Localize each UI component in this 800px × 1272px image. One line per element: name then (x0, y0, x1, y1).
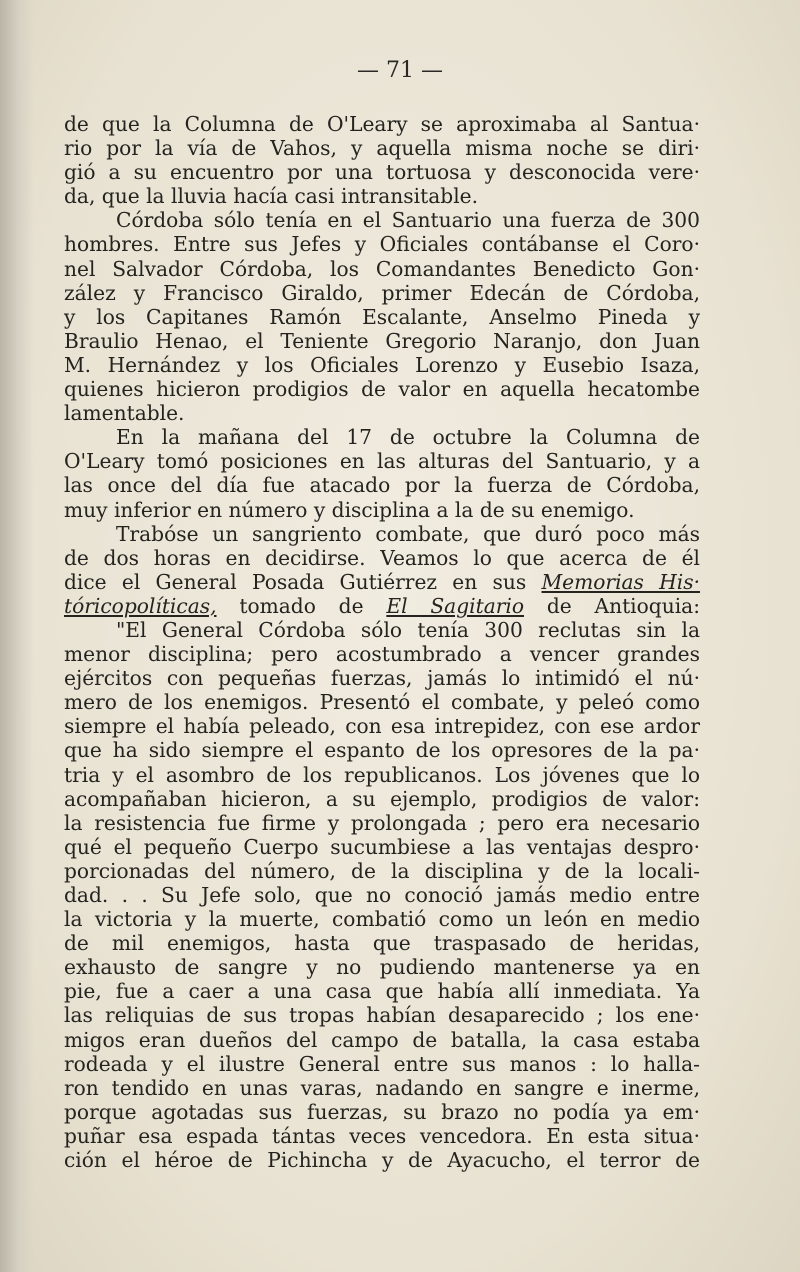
text-line: rio por la vía de Vahos, y aquella misma noche se diri· (64, 136, 700, 161)
body-text (64, 112, 700, 1172)
text-line: En la mañana del 17 de octubre la Columna de (116, 425, 700, 450)
binding-shadow (0, 0, 34, 1272)
book-title: tóricopolíticas, (64, 593, 217, 618)
text-line: la victoria y la muerte, combatió como un león en medio (64, 907, 700, 932)
text-line: de dos horas en decidirse. Veamos lo que acerca de él (64, 545, 700, 570)
text-line: muy inferior en número y disciplina a la de su enemigo. (64, 497, 635, 522)
text-line: Trabóse un sangriento combate, que duró poco más (116, 521, 700, 546)
text-line: exhausto de sangre y no pudiendo mantenerse ya en (64, 955, 700, 980)
text-line: zález y Francisco Giraldo, primer Edecán de Córdoba, (64, 280, 700, 305)
text-line: lamentable. (64, 401, 185, 426)
newspaper-title: El Sagitario (386, 593, 524, 618)
page-number: — 71 — (357, 58, 443, 83)
text-segment: de Antioquia: (546, 593, 701, 618)
text-line: tria y el asombro de los republicanos. Los jóvenes que lo (64, 762, 700, 787)
text-line: da, que la lluvia hacía casi intransitable. (64, 184, 479, 209)
text-line: ejércitos con pequeñas fuerzas, jamás lo intimidó el nú· (64, 666, 700, 691)
text-line: porque agotadas sus fuerzas, su brazo no podía ya em· (64, 1099, 700, 1124)
text-line: ción el héroe de Pichincha y de Ayacucho, el terror de (64, 1148, 700, 1173)
text-line: pie, fue a caer a una casa que había allí inmediata. Ya (64, 979, 700, 1004)
text-line: puñar esa espada tántas veces vencedora. En esta situa· (64, 1123, 700, 1148)
text-line: "El General Córdoba sólo tenía 300 reclutas sin la (116, 617, 700, 642)
text-line: Braulio Henao, el Teniente Gregorio Naranjo, don Juan (64, 328, 700, 353)
text-line: rodeada y el ilustre General entre sus manos : lo halla- (64, 1051, 700, 1076)
text-line: nel Salvador Córdoba, los Comandantes Benedicto Gon· (64, 256, 700, 281)
text-line: ron tendido en unas varas, nadando en sangre e inerme, (64, 1075, 700, 1100)
text-line: Córdoba sólo tenía en el Santuario una fuerza de 300 (116, 208, 700, 233)
text-line: dad. . . Su Jefe solo, que no conoció jamás medio entre (64, 883, 700, 907)
text-line: hombres. Entre sus Jefes y Oficiales contábanse el Coro· (64, 232, 700, 257)
text-line: la resistencia fue firme y prolongada ; pero era necesario (64, 810, 700, 835)
text-line: M. Hernández y los Oficiales Lorenzo y Eusebio Isaza, (64, 352, 700, 377)
text-line: quienes hicieron prodigios de valor en aquella hecatombe (64, 377, 700, 402)
text-line: las reliquias de sus tropas habían desaparecido ; los ene· (64, 1003, 700, 1028)
text-segment: tomado de (239, 593, 364, 618)
text-line: mero de los enemigos. Presentó el combate, y peleó como (64, 690, 700, 715)
book-title: Memorias His· (541, 569, 701, 594)
text-line: que ha sido siempre el espanto de los opresores de la pa· (64, 738, 700, 763)
text-line: qué el pequeño Cuerpo sucumbiese a las ventajas despro· (64, 834, 700, 859)
text-segment: dice el General Posada Gutiérrez en sus (64, 569, 527, 594)
text-line: migos eran dueños del campo de batalla, la casa estaba (64, 1027, 700, 1052)
text-line-with-title (64, 570, 700, 594)
text-line: siempre el había peleado, con esa intrepidez, con ese ardor (64, 714, 700, 739)
text-line: O'Leary tomó posiciones en las alturas del Santuario, y a (64, 449, 700, 474)
text-line: menor disciplina; pero acostumbrado a vencer grandes (64, 642, 700, 667)
text-line: gió a su encuentro por una tortuosa y desconocida vere· (64, 160, 700, 185)
text-line: de mil enemigos, hasta que traspasado de heridas, (64, 931, 700, 956)
text-line: las once del día fue atacado por la fuerza de Córdoba, (64, 473, 700, 498)
text-line: de que la Columna de O'Leary se aproximaba al Santua· (64, 112, 700, 136)
text-line: porcionadas del número, de la disciplina y de la locali- (64, 858, 700, 883)
text-line: y los Capitanes Ramón Escalante, Anselmo Pineda y (64, 304, 700, 329)
text-line: acompañaban hicieron, a su ejemplo, prodigios de valor: (64, 786, 700, 811)
text-line-with-title (64, 594, 700, 618)
